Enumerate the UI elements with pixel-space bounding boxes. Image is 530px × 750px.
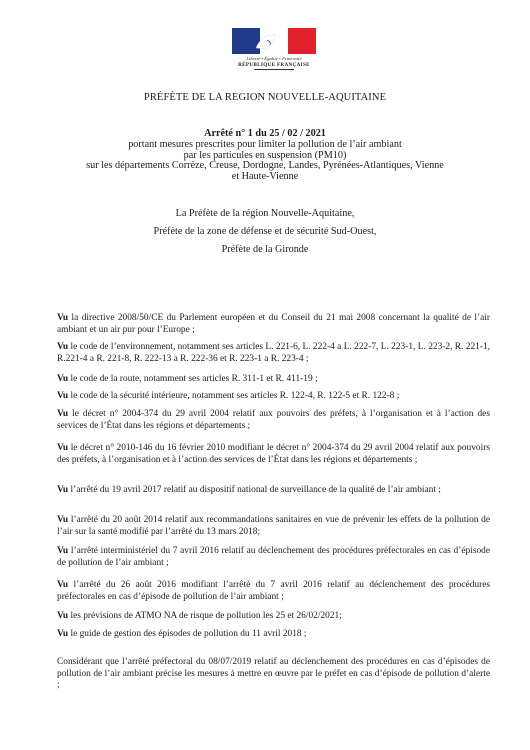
republic-label: RÉPUBLIQUE FRANÇAISE	[238, 62, 310, 68]
prefecture-heading: PRÉFÈTE DE LA REGION NOUVELLE-AQUITAINE	[143, 92, 387, 103]
visa-item: Vu le code de la sécurité intérieure, notamment ses articles R. 122-4, R. 122-5 et R. 122-8 ;	[57, 391, 400, 401]
authority-line-1: La Préfète de la région Nouvelle-Aquitaine,	[175, 208, 355, 219]
visa-item: Vu l’arrêté du 26 août 2016 modifiant l’arrêté du 7 avril 2016 relatif au déclenchement des procédures préfectorales en cas d’épisode de pollution de l’air ambiant ;	[57, 580, 490, 602]
arrete-line-2: par les particules en suspension (PM10)	[183, 149, 347, 161]
arrete-title: Arrêté n° 1 du 25 / 02 / 2021	[204, 128, 326, 139]
visa-item: Vu le guide de gestion des épisodes de pollution du 11 avril 2018 ;	[57, 629, 307, 639]
visa-item: Vu le décret n° 2004-374 du 29 avril 2004 relatif aux pouvoirs des préfets, à l’organisation et à l’action des services de l’État dans les régions et départements ;	[57, 409, 490, 431]
visa-item: Vu le décret n° 2010-146 du 16 février 2010 modifiant le décret n° 2004-374 du 29 avril 2004 relatif aux pouvoirs des préfets, à l’organisation et à l’action des services de l’État dans les régions et départements ;	[57, 443, 490, 465]
visa-item: Vu l’arrêté interministériel du 7 avril 2016 relatif au déclenchement des procédures préfectorales en cas d’épisode de pollution de l’air ambiant ;	[57, 546, 491, 568]
arrete-line-1: portant mesures prescrites pour limiter la pollution de l’air ambiant	[128, 138, 402, 150]
authority-line-3: Préfète de la Gironde	[221, 244, 309, 255]
visa-item: Vu l’arrêté du 20 août 2014 relatif aux recommandations sanitaires en vue de prévenir les effets de la pollution de l’air sur la santé modifié par l’arrêté du 13 mars 2018;	[57, 515, 490, 537]
considerant-paragraph: Considérant que l’arrêté préfectoral du 08/07/2019 relatif au déclenchement des procédures en cas d’épisodes de pollution de l’air ambiant précise les mesures à mettre en œuvre par le préfet en cas d’épisode de pollution d’alerte ;	[57, 657, 490, 691]
visa-item: Vu le code de l’environnement, notamment ses articles L. 221-6, L. 222-4 a L. 222-7, L. 223-1, L. 223-2, R. 221-1, R.221-4 a R. 221-8, R. 222-13 a R. 222-36 et R. 223-1 a R. 223-4 ;	[57, 342, 490, 364]
arrete-line-4: et Haute-Vienne	[231, 171, 299, 183]
visa-item: Vu la directive 2008/50/CE du Parlement européen et du Conseil du 21 mai 2008 concernant la qualité de l’air ambiant et un air pur pour l’Europe ;	[57, 313, 491, 335]
motto: Liberté • Égalité • Fraternité	[246, 56, 302, 61]
republique-francaise-logo	[231, 28, 317, 70]
arrete-line-3: sur les départements Corrèze, Creuse, Dordogne, Landes, Pyrénées-Atlantiques, Vienne	[86, 160, 444, 172]
visa-item: Vu les prévisions de ATMO NA de risque de pollution les 25 et 26/02/2021;	[57, 611, 342, 621]
tricolor-flag	[232, 28, 316, 54]
visa-item: Vu l’arrêté du 19 avril 2017 relatif au dispositif national de surveillance de la qualité de l’air ambiant ;	[57, 485, 441, 495]
visa-item: Vu le code de la route, notamment ses articles R. 311-1 et R. 411-19 ;	[57, 374, 318, 384]
authority-line-2: Préfète de la zone de défense et de sécurité Sud-Ouest,	[153, 226, 377, 237]
marianne-profile-icon	[254, 32, 290, 50]
arrete-block	[0, 129, 530, 183]
authority-block	[0, 205, 530, 259]
